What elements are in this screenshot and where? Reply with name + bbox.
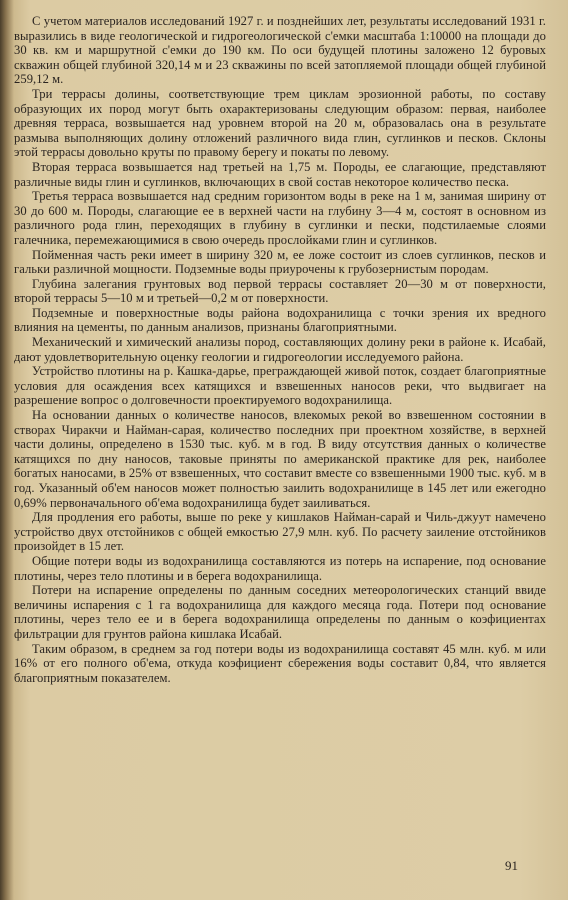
paragraph: Вторая терраса возвышается над третьей на 1,75 м. Породы, ее слагающие, представляют различные виды глин и суглинков, включающих в свой состав некоторое количество песка. bbox=[14, 159, 546, 189]
paragraph: Третья терраса возвышается над средним горизонтом воды в реке на 1 м, занимая ширину от 30 до 600 м. Породы, слагающие ее в верхней части на глубину 3—4 м, состоят в основном из различного рода глин, переходящих в глубину в суглинки и пески, подстилаемые слоями галечника, перемежающимися в свою очередь прослойками глин и суглинков. bbox=[14, 189, 546, 247]
paragraph: Пойменная часть реки имеет в ширину 320 м, ее ложе состоит из слоев суглинков, песков и гальки различной мощности. Подземные воды приурочены к грубозернистым породам. bbox=[14, 247, 546, 277]
paragraph: Общие потери воды из водохранилища составляются из потерь на испарение, под основание плотины, через тело плотины и в берега водохранилища. bbox=[14, 553, 546, 583]
paragraph: Таким образом, в среднем за год потери воды из водохранилища составят 45 млн. куб. м или 16% от его полного об'ема, откуда коэфициент сбережения воды составит 0,84, что является благоприятным показателем. bbox=[14, 641, 546, 685]
paragraph: Три террасы долины, соответствующие трем циклам эрозионной работы, по составу образующих их пород могут быть охарактеризованы следующим образом: первая, наиболее древняя терраса, возвышается над уровнем второй на 20 м, образовалась она в результате размыва выполняющих долину отложений различного вида глин, суглинков и песков. Склоны этой террасы довольно круты по правому берегу и покаты по левому. bbox=[14, 86, 546, 160]
paragraph: Для продления его работы, выше по реке у кишлаков Найман-сарай и Чиль-джуут намечено устройство двух отстойников с общей емкостью 27,9 млн. куб. По расчету заиление отстойников произойдет в 15 лет. bbox=[14, 510, 546, 554]
paragraph: Подземные и поверхностные воды района водохранилища с точки зрения их вредного влияния на цементы, по данным анализов, признаны благоприятными. bbox=[14, 305, 546, 335]
paragraph: Глубина залегания грунтовых вод первой террасы составляет 20—30 м от поверхности, второй террасы 5—10 м и третьей—0,2 м от поверхности. bbox=[14, 276, 546, 306]
paragraph: Потери на испарение определены по данным соседних метеорологических станций ввиде величины испарения с 1 га водохранилища для каждого месяца года. Потери под основание плотины, через тело ее и в берега водохранилища определены по данным о коэфициентах фильтрации для грунтов района кишлака Исабай. bbox=[14, 583, 546, 641]
paragraph: Механический и химический анализы пород, составляющих долину реки в районе к. Исабай, дают удовлетворительную оценку геологии и гидрогеологии исследуемого района. bbox=[14, 335, 546, 364]
paragraph: С учетом материалов исследований 1927 г. и позднейших лет, результаты исследований 1931 г. выразились в виде геологической и гидрогеологической с'емки масштаба 1:10000 на площади до 30 кв. км и маршрутной с'емки до 190 км. По оси будущей плотины заложено 12 буровых скважин общей глубиной 320,14 м и 23 скважины по всей затопляемой площади общей глубиной 259,12 м. bbox=[14, 14, 546, 87]
paragraph: Устройство плотины на р. Кашка-дарье, преграждающей живой поток, создает благоприятные условия для осаждения всех катящихся и взвешенных наносов реки, что выдвигает на разрешение вопрос о долговечности проектируемого водохранилища. bbox=[14, 364, 546, 408]
page-number: 91 bbox=[505, 858, 518, 873]
paragraph: На основании данных о количестве наносов, влекомых рекой во взвешенном состоянии в створах Чиракчи и Найман-сарая, количество последних при проектном хозяйстве, в верхней части долины, определено в 1530 тыс. куб. м в год. В виду отсутствия данных о количестве катящихся по дну наносов, таковые приняты по американской практике для рек, наиболее богатых наносами, в 25% от взвешенных, что составит вместе со взвешенными 1900 тыс. куб. м в год. Указанный об'ем наносов может полностью заилить водохранилище в 145 лет или ежегодно 0,69% первоначального об'ема водохранилища будет заиливаться. bbox=[14, 408, 546, 510]
body-text bbox=[14, 14, 546, 685]
